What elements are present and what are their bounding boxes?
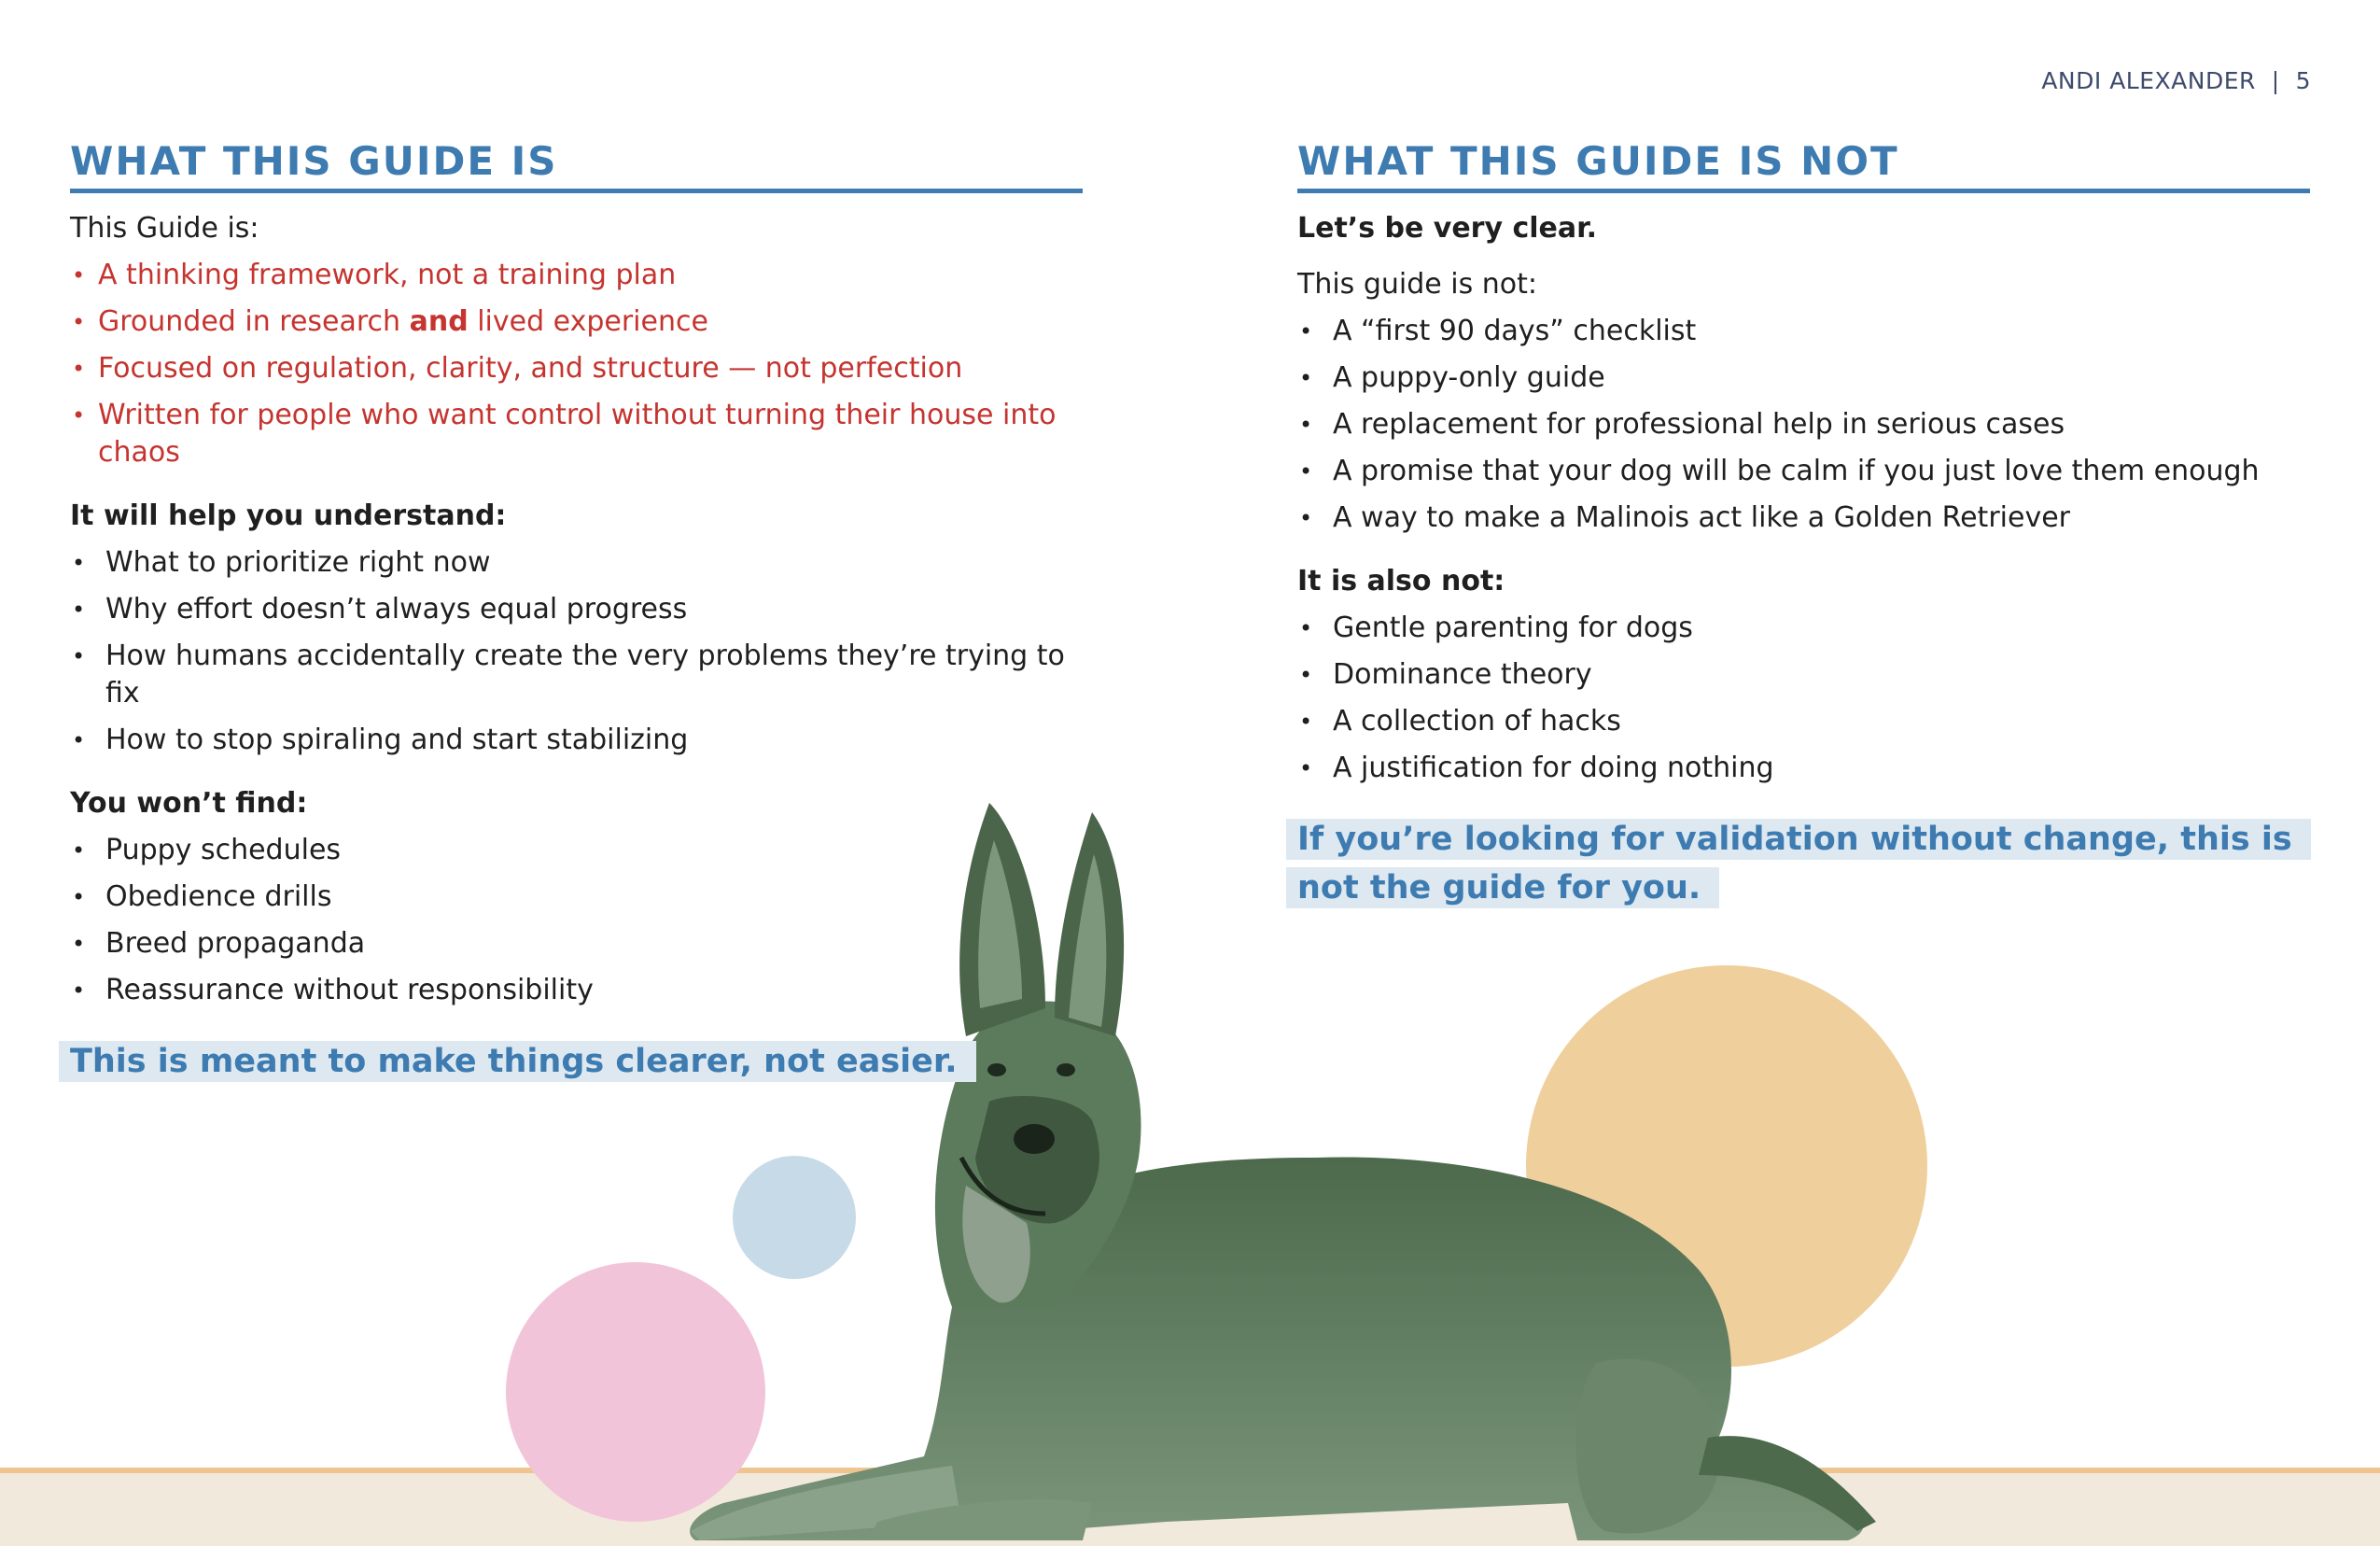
left-callout: This is meant to make things clearer, not easier. bbox=[59, 1041, 976, 1082]
bullet-icon: • bbox=[72, 550, 86, 577]
list-item bbox=[70, 397, 1083, 471]
bullet-icon: • bbox=[1299, 318, 1313, 345]
list-item-text: A thinking framework, not a training plan bbox=[98, 259, 677, 292]
bullet-icon: • bbox=[72, 931, 86, 958]
list-item-text: A puppy-only guide bbox=[1333, 361, 1605, 395]
list-item-text: A way to make a Malinois act like a Golden Retriever bbox=[1333, 501, 2070, 535]
bullet-icon: • bbox=[72, 643, 86, 670]
list-item bbox=[1297, 313, 2310, 350]
wont-find-label: You won’t find: bbox=[70, 787, 308, 821]
bullet-icon: • bbox=[72, 309, 86, 336]
left-callout-wrapper bbox=[70, 1037, 1078, 1086]
guide-not-intro: This guide is not: bbox=[1297, 268, 1538, 302]
section-title-what-guide-is-not: WHAT THIS GUIDE IS NOT bbox=[1297, 140, 2310, 193]
right-callout-wrapper bbox=[1297, 815, 2305, 912]
list-item-text: Gentle parenting for dogs bbox=[1333, 611, 1693, 645]
right-column bbox=[1297, 140, 2310, 912]
list-item bbox=[70, 257, 1083, 294]
bullet-icon: • bbox=[72, 402, 86, 429]
list-item-text: Dominance theory bbox=[1333, 658, 1592, 692]
bullet-icon: • bbox=[72, 884, 86, 911]
bullet-icon: • bbox=[1299, 662, 1313, 689]
bullet-icon: • bbox=[72, 262, 86, 289]
bullet-icon: • bbox=[1299, 505, 1313, 532]
list-item bbox=[1297, 406, 2310, 443]
list-item bbox=[70, 832, 1083, 869]
bullet-icon: • bbox=[1299, 709, 1313, 736]
list-item bbox=[1297, 703, 2310, 740]
list-item bbox=[1297, 750, 2310, 787]
author-page-number: ANDI ALEXANDER | 5 bbox=[2041, 67, 2311, 94]
bullet-icon: • bbox=[1299, 458, 1313, 485]
list-item bbox=[70, 722, 1083, 759]
bullet-icon: • bbox=[1299, 755, 1313, 782]
understand-list bbox=[70, 544, 1083, 759]
list-item bbox=[70, 350, 1083, 387]
bullet-icon: • bbox=[72, 356, 86, 383]
list-item-text: Grounded in research bbox=[98, 305, 410, 339]
also-not-label: It is also not: bbox=[1297, 565, 1505, 598]
right-callout: If you’re looking for validation without change, this is not the guide for you. bbox=[1286, 819, 2311, 908]
list-item-text: Reassurance without responsibility bbox=[105, 974, 594, 1007]
page-header bbox=[2041, 67, 2311, 94]
list-item bbox=[1297, 610, 2310, 647]
list-item-bold-text: and bbox=[409, 305, 469, 339]
list-item-text: Focused on regulation, clarity, and structure — not perfection bbox=[98, 352, 963, 386]
list-item-text: How humans accidentally create the very problems they’re trying to fix bbox=[105, 639, 1065, 710]
bullet-icon: • bbox=[72, 977, 86, 1005]
bullet-icon: • bbox=[1299, 615, 1313, 642]
list-item-text: A “first 90 days” checklist bbox=[1333, 315, 1697, 348]
list-item-text: A replacement for professional help in serious cases bbox=[1333, 408, 2065, 442]
list-item-text: What to prioritize right now bbox=[105, 546, 491, 580]
list-item bbox=[70, 972, 1083, 1009]
guide-is-intro: This Guide is: bbox=[70, 212, 259, 246]
list-item-text: lived experience bbox=[468, 305, 708, 339]
list-item bbox=[70, 303, 1083, 341]
bullet-icon: • bbox=[72, 727, 86, 754]
list-item-text: Puppy schedules bbox=[105, 834, 342, 867]
list-item bbox=[70, 591, 1083, 628]
list-item bbox=[70, 544, 1083, 582]
guide-not-list bbox=[1297, 313, 2310, 537]
list-item-text: Why effort doesn’t always equal progress bbox=[105, 593, 688, 626]
list-item-text: A justification for doing nothing bbox=[1333, 752, 1774, 785]
list-item bbox=[1297, 499, 2310, 537]
be-clear-text: Let’s be very clear. bbox=[1297, 212, 1598, 246]
list-item bbox=[70, 638, 1083, 712]
list-item bbox=[1297, 359, 2310, 397]
list-item bbox=[1297, 656, 2310, 694]
list-item-text: How to stop spiraling and start stabilizing bbox=[105, 724, 689, 757]
bullet-icon: • bbox=[72, 597, 86, 624]
list-item-text: A collection of hacks bbox=[1333, 705, 1621, 738]
bullet-icon: • bbox=[72, 837, 86, 864]
section-title-what-guide-is: WHAT THIS GUIDE IS bbox=[70, 140, 1083, 193]
bullet-icon: • bbox=[1299, 365, 1313, 392]
list-item bbox=[70, 878, 1083, 916]
also-not-list bbox=[1297, 610, 2310, 787]
list-item bbox=[1297, 453, 2310, 490]
left-column bbox=[70, 140, 1083, 1086]
understand-label: It will help you understand: bbox=[70, 499, 507, 533]
list-item-text: Breed propaganda bbox=[105, 927, 366, 961]
list-item-text: Written for people who want control without turning their house into chaos bbox=[98, 399, 1057, 470]
list-item bbox=[70, 925, 1083, 963]
guide-is-list bbox=[70, 257, 1083, 471]
list-item-text: Obedience drills bbox=[105, 880, 332, 914]
wont-find-list bbox=[70, 832, 1083, 1009]
bullet-icon: • bbox=[1299, 412, 1313, 439]
list-item-text: A promise that your dog will be calm if you just love them enough bbox=[1333, 455, 2260, 488]
